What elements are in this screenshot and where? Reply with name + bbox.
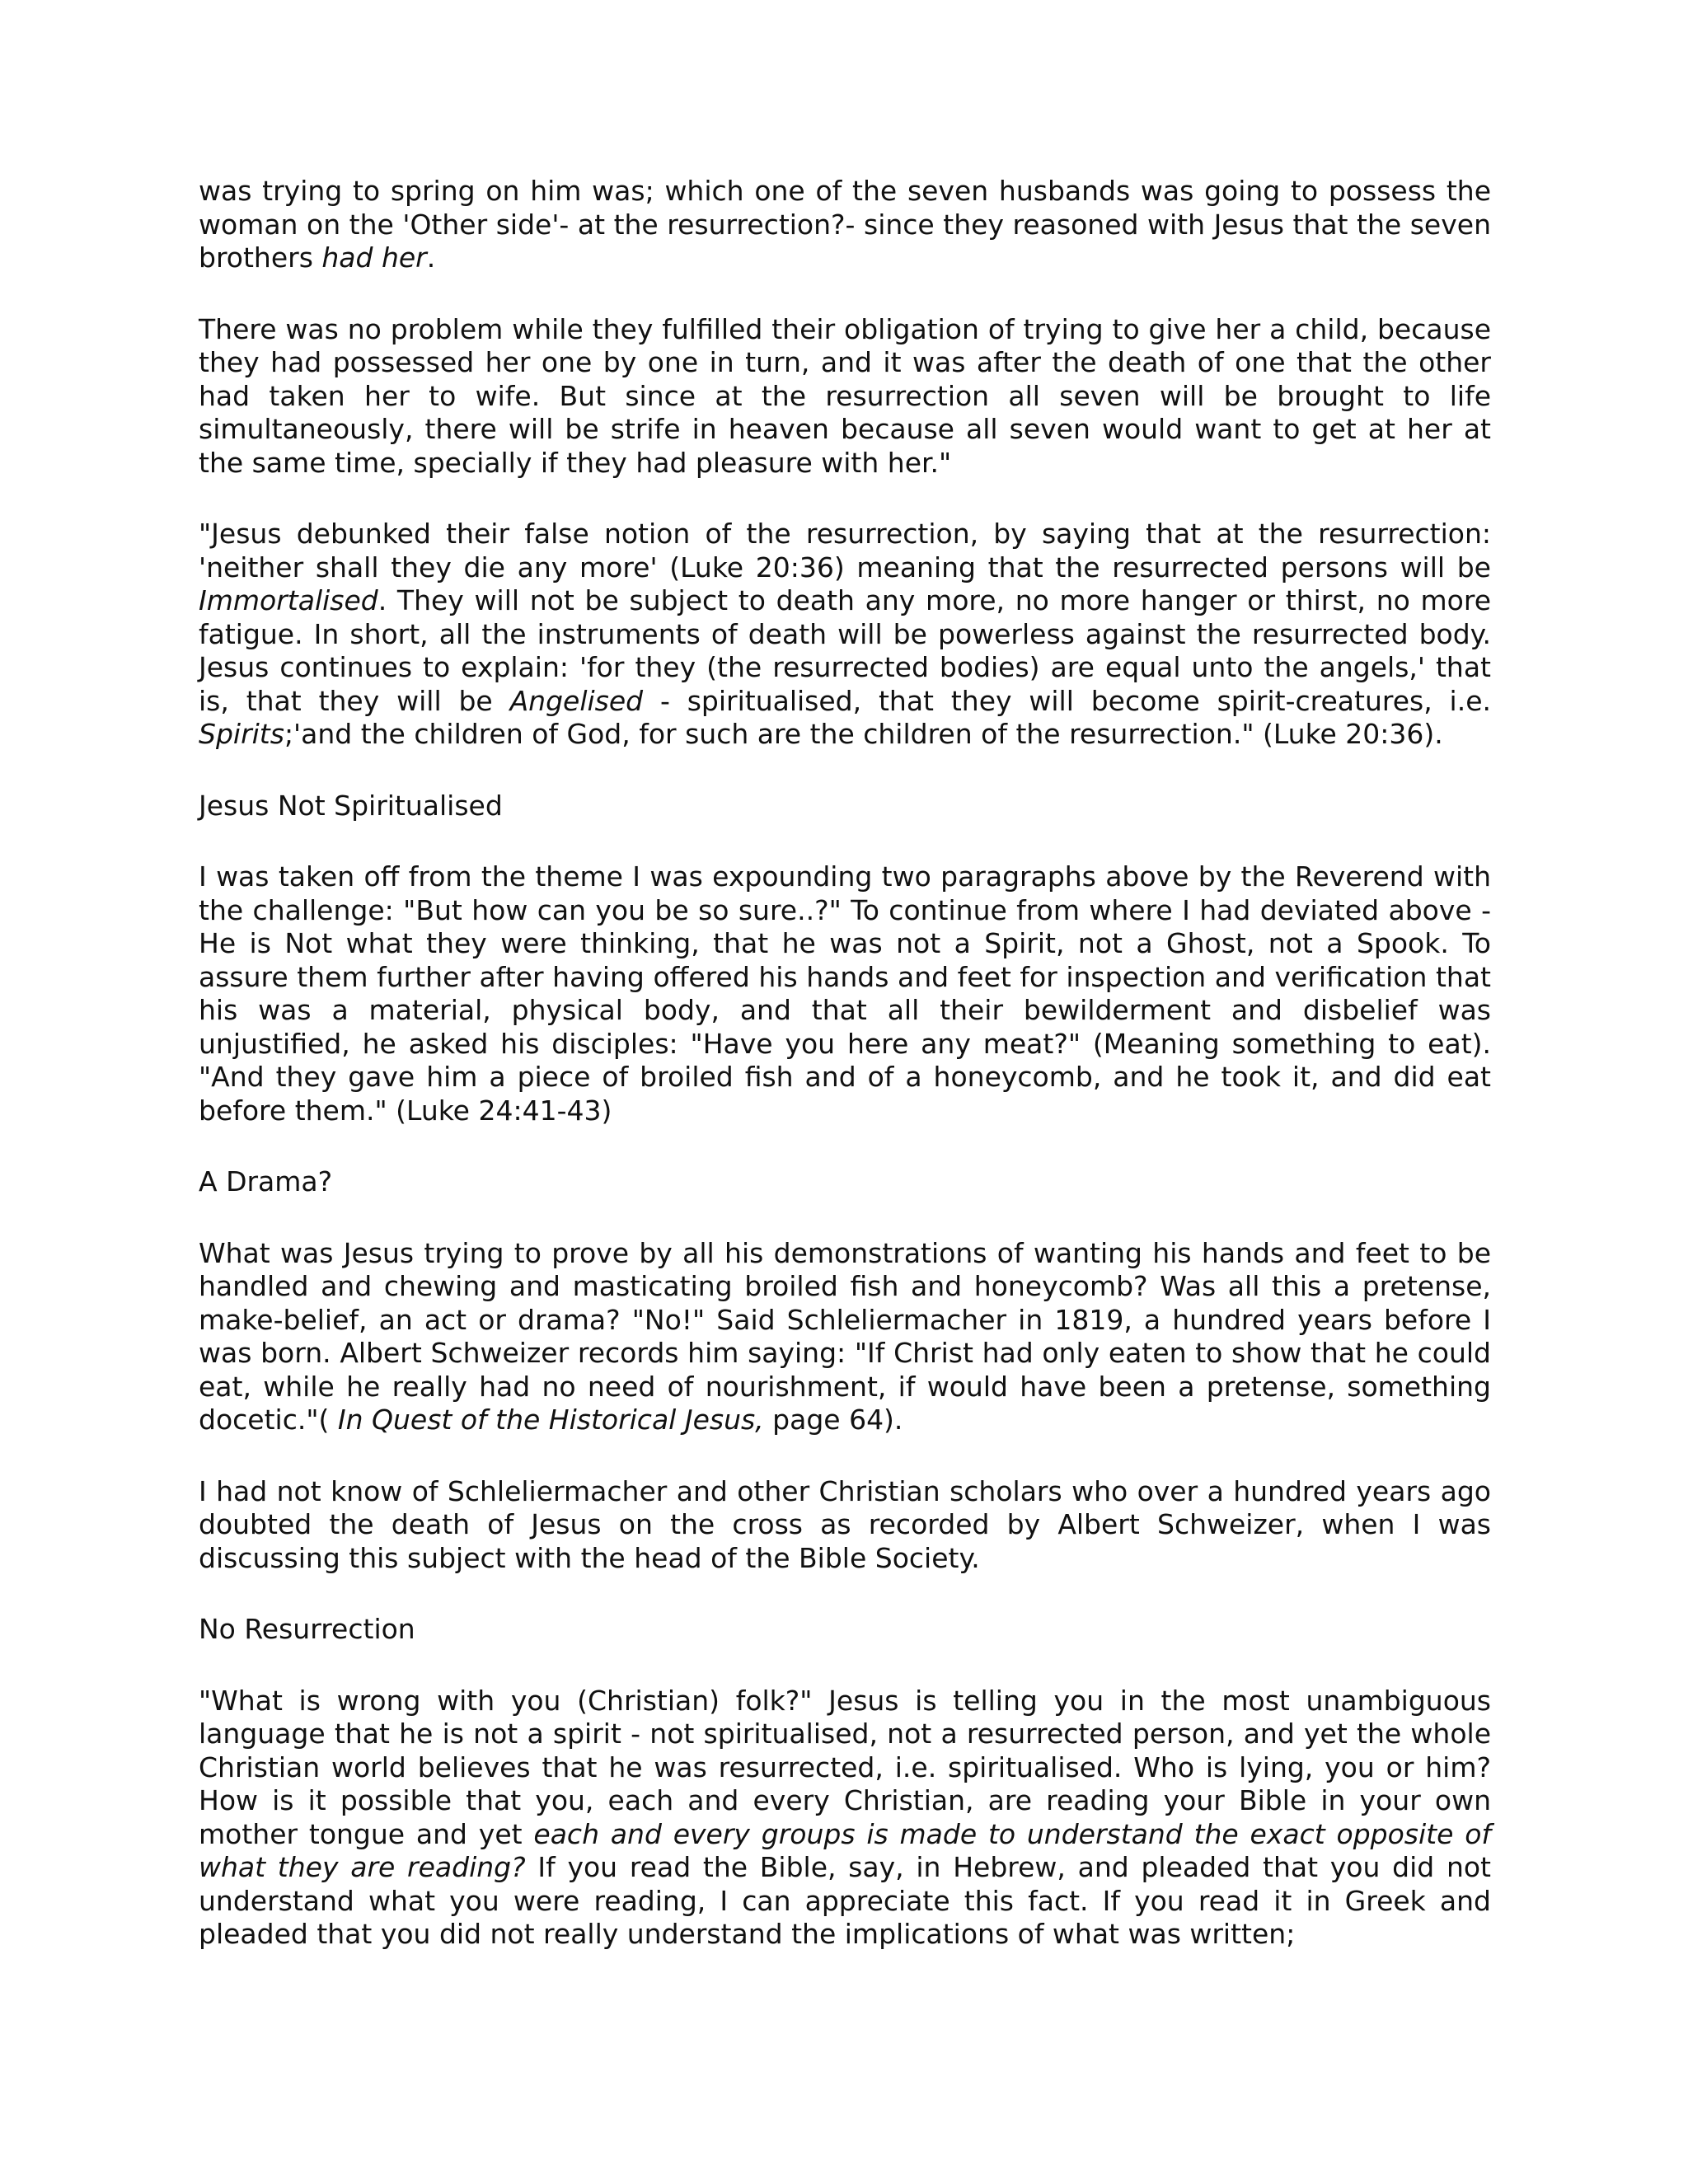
body-paragraph (199, 175, 1491, 275)
text-segment: No Resurrection (199, 1613, 415, 1645)
text-segment: "What is wrong with you (Christian) folk?" Jesus is telling you in the most unambiguous language that he is not a spirit - not spiritualised, not a resurrected person, and yet the whole Christian world believes that he was resurrected, i.e. spiritualised. Who is lying, you or him? How is it possible that you, each and every Christian, are reading your Bible in your own mother tongue and yet (199, 1684, 1491, 1850)
text-segment: There was no problem while they fulfilled their obligation of trying to give her a child, because they had possessed her one by one in turn, and it was after the death of one that the other had taken her to wife. But since at the resurrection all seven will be brought to life simultaneously, there will be strife in heaven because all seven would want to get at her at the same time, specially if they had pleasure with her." (199, 312, 1491, 479)
text-segment: was trying to spring on him was; which one of the seven husbands was going to possess the woman on the 'Other side'- at the resurrection?- since they reasoned with Jesus that the seven brothers (199, 175, 1491, 274)
section-heading (199, 790, 1491, 823)
text-segment: If you read the Bible, say, in Hebrew, and pleaded that you did not understand what you were reading, I can appreciate this fact. If you read it in Greek and pleaded that you did not really understand the implications of what was written; (199, 1851, 1491, 1950)
body-paragraph (199, 1685, 1491, 1952)
text-segment: I was taken off from the theme I was expounding two paragraphs above by the Reverend with the challenge: "But how can you be so sure..?" To continue from where I had deviated above - He is Not what they were thinking, that he was not a Spirit, not a Ghost, not a Spook. To assure them further after having offered his hands and feet for inspection and verification that his was a material, physical body, and that all their bewilderment and disbelief was unjustified, he asked his disciples: "Have you here any meat?" (Meaning something to eat). "And they gave him a piece of broiled fish and of a honeycomb, and he took it, and did eat before them." (Luke 24:41-43) (199, 860, 1491, 1127)
section-heading (199, 1613, 1491, 1647)
text-segment: What was Jesus trying to prove by all his demonstrations of wanting his hands and feet to be handled and chewing and masticating broiled fish and honeycomb? Was all this a pretense, make-belief, an act or drama? "No!" Said Schleliermacher in 1819, a hundred years before I was born. Albert Schweizer records him saying: "If Christ had only eaten to show that he could eat, while he really had no need of nourishment, if would have been a pretense, something docetic."( (199, 1236, 1491, 1436)
italic-text-segment: In Quest of the Historical Jesus, (337, 1404, 764, 1436)
text-segment: "Jesus debunked their false notion of the resurrection, by saying that at the resurrection: 'neither shall they die any more' (Luke 20:36) meaning that the resurrected persons will be (199, 518, 1491, 583)
text-segment: . (426, 241, 436, 274)
text-segment: I had not know of Schleliermacher and other Christian scholars who over a hundred years ago doubted the death of Jesus on the cross as recorded by Albert Schweizer, when I was discussing this subject with the head of the Bible Society. (199, 1474, 1491, 1574)
italic-text-segment: Spirits (199, 718, 284, 750)
section-heading (199, 1165, 1491, 1199)
text-segment: Jesus Not Spiritualised (199, 789, 503, 822)
italic-text-segment: each and every groups is made to understand the exact opposite of what they are reading? (199, 1817, 1492, 1883)
text-segment: . They will not be subject to death any more, no more hanger or thirst, no more fatigue. In short, all the instruments of death will be powerless against the resurrected body. Jesus continues to explain: 'for they (the resurrected bodies) are equal unto the angels,' that is, that they will be (199, 584, 1491, 717)
text-segment: ;'and the children of God, for such are the children of the resurrection." (Luke 20:36). (284, 718, 1443, 750)
italic-text-segment: had her (321, 241, 427, 274)
italic-text-segment: Angelised (509, 684, 644, 717)
body-paragraph (199, 518, 1491, 752)
italic-text-segment: Immortalised (199, 584, 378, 616)
body-paragraph (199, 313, 1491, 480)
text-segment: A Drama? (199, 1165, 333, 1197)
body-paragraph (199, 860, 1491, 1127)
document-page (199, 175, 1491, 1990)
text-segment: page 64). (763, 1404, 903, 1436)
body-paragraph (199, 1475, 1491, 1576)
body-paragraph (199, 1237, 1491, 1437)
text-segment: - spiritualised, that they will become spirit-creatures, i.e. (643, 684, 1492, 717)
